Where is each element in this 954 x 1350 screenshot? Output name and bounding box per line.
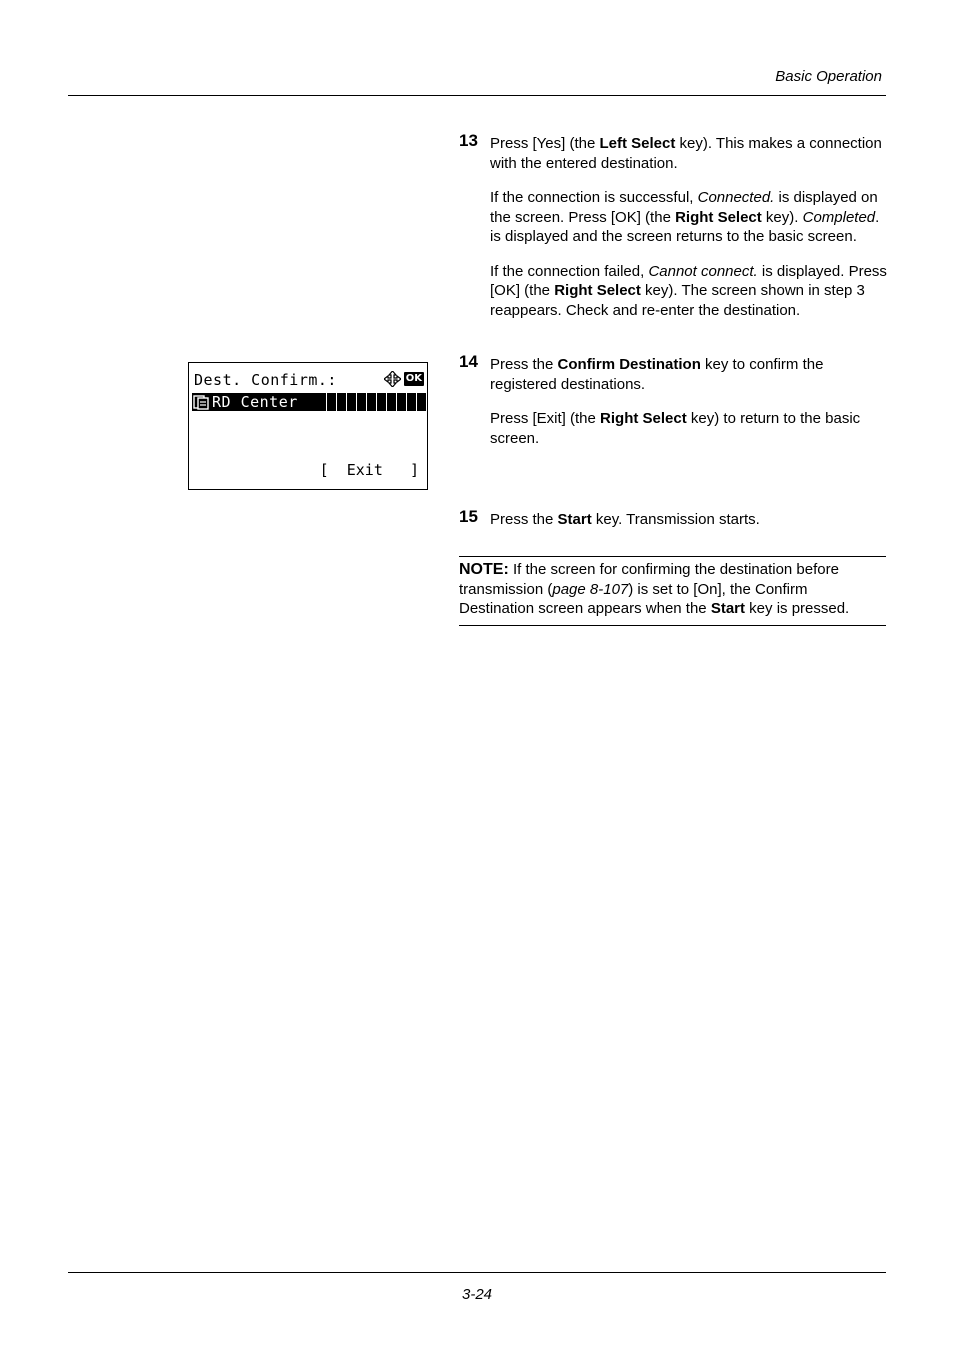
lcd-destination-name: RD Center [212, 393, 298, 411]
lcd-icons [384, 371, 424, 387]
step-13 [459, 131, 889, 320]
step-paragraph: If the connection failed, Cannot connect. is displayed. Press [OK] (the Right Select key). The screen shown in step 3 reappears. Check and re-enter the destination. [490, 262, 887, 319]
step-number: 14 [459, 352, 478, 371]
four-way-arrow-icon [384, 371, 401, 387]
note-label: NOTE: [459, 561, 509, 578]
header-rule [68, 95, 886, 96]
lcd-title: Dest. Confirm.: [194, 371, 337, 389]
step-paragraph: Press the Start key. Transmission starts. [490, 511, 760, 528]
note-box: NOTE: If the screen for confirming the destination before transmission (page 8-107) is set to [On], the Confirm Destination screen appears when the Start key is pressed. [459, 556, 886, 626]
step-paragraph: Press [Exit] (the Right Select key) to return to the basic screen. [490, 410, 861, 447]
ok-icon: OK [405, 373, 422, 384]
lcd-screen [188, 362, 428, 490]
step-number: 15 [459, 507, 478, 526]
group-address-icon [193, 394, 210, 410]
footer-rule [68, 1272, 886, 1273]
step-number: 13 [459, 131, 478, 150]
page-reference: page 8-107 [552, 580, 629, 598]
page-number: 3-24 [461, 1286, 493, 1303]
step-15 [459, 507, 889, 530]
lcd-highlight-cells [317, 393, 427, 411]
step-paragraph: Press the Confirm Destination key to confirm the registered destinations. [490, 356, 824, 393]
step-14 [459, 352, 889, 448]
header-title: Basic Operation [775, 68, 882, 85]
lcd-selected-destination [192, 393, 427, 411]
step-paragraph: If the connection is successful, Connected. is displayed on the screen. Press [OK] (the Right Select key). Completed. is displayed and the screen returns to the basic screen. [490, 189, 880, 245]
step-paragraph: Press [Yes] (the Left Select key). This makes a connection with the entered destination. [490, 135, 882, 172]
lcd-exit-softkey: [ Exit ] [319, 461, 419, 479]
